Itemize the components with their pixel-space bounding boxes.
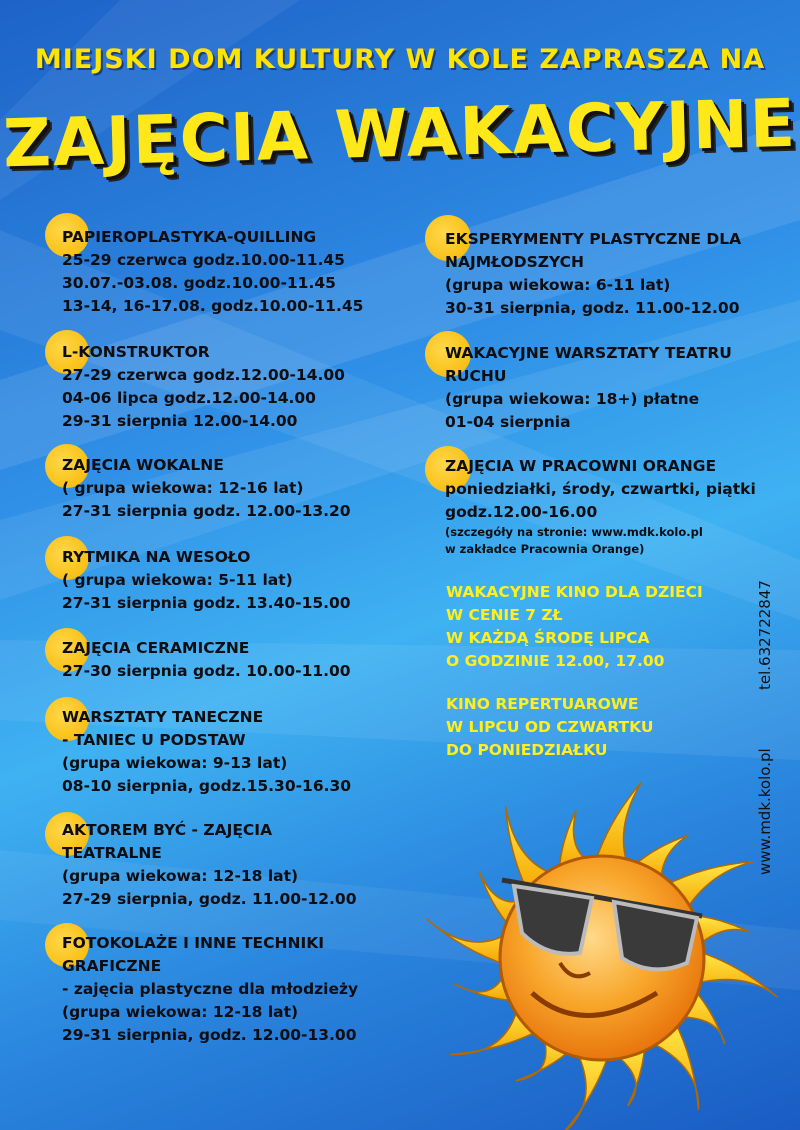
kids-cinema-info <box>446 581 703 673</box>
repertoire-cinema-info <box>446 693 653 762</box>
activity-ceramics <box>45 628 351 680</box>
sun-illustration <box>402 768 800 1130</box>
activity-line: - zajęcia plastyczne dla młodzieży <box>62 980 359 998</box>
activity-title: GRAFICZNE <box>62 957 162 975</box>
activity-title: ZAJĘCIA WOKALNE <box>62 456 224 474</box>
activity-title: ZAJĘCIA CERAMICZNE <box>62 639 250 657</box>
activity-title: RYTMIKA NA WESOŁO <box>62 548 251 566</box>
cinema-line: W KAŻDĄ ŚRODĘ LIPCA <box>446 629 650 647</box>
activity-line: godz.12.00-16.00 <box>445 503 598 521</box>
activity-title: TEATRALNE <box>62 844 162 862</box>
activity-title: PAPIEROPLASTYKA-QUILLING <box>62 228 317 246</box>
activity-acting <box>45 812 357 908</box>
activity-photocollage <box>45 923 359 1044</box>
page-subtitle: MIEJSKI DOM KULTURY W KOLE ZAPRASZA NA <box>34 44 766 75</box>
activity-line: ( grupa wiekowa: 12-16 lat) <box>62 479 304 497</box>
activity-note: w zakładce Pracownia Orange) <box>445 542 645 556</box>
page-title: ZAJĘCIA WAKACYJNE <box>2 84 798 183</box>
activity-experiments <box>425 215 742 317</box>
sun-ray <box>563 1051 609 1130</box>
activity-line: 27-29 sierpnia, godz. 11.00-12.00 <box>62 890 357 908</box>
activity-line: ( grupa wiekowa: 5-11 lat) <box>62 571 293 589</box>
activity-title: ZAJĘCIA W PRACOWNI ORANGE <box>445 457 717 475</box>
phone-number: tel.632722847 <box>756 580 774 690</box>
activity-title: - TANIEC U PODSTAW <box>62 731 246 749</box>
activity-line: 30.07.-03.08. godz.10.00-11.45 <box>62 274 336 292</box>
activity-note: (szczegóły na stronie: www.mdk.kolo.pl <box>445 525 703 539</box>
cinema-line: KINO REPERTUAROWE <box>446 695 639 713</box>
activity-quilling <box>45 213 364 315</box>
activity-line: 27-30 sierpnia godz. 10.00-11.00 <box>62 662 351 680</box>
activity-line: (grupa wiekowa: 6-11 lat) <box>445 276 671 294</box>
activity-line: 08-10 sierpnia, godz.15.30-16.30 <box>62 777 352 795</box>
activity-line: poniedziałki, środy, czwartki, piątki <box>445 480 756 498</box>
activity-rhythm <box>45 536 351 612</box>
activity-line: 30-31 sierpnia, godz. 11.00-12.00 <box>445 299 740 317</box>
activity-line: (grupa wiekowa: 12-18 lat) <box>62 867 299 885</box>
cinema-line: DO PONIEDZIAŁKU <box>446 741 608 759</box>
activity-line: (grupa wiekowa: 9-13 lat) <box>62 754 288 772</box>
activity-title: NAJMŁODSZYCH <box>445 253 585 271</box>
activity-line: 27-31 sierpnia godz. 13.40-15.00 <box>62 594 351 612</box>
activity-title: WAKACYJNE WARSZTATY TEATRU <box>445 344 732 362</box>
activity-title: RUCHU <box>445 367 507 385</box>
activity-line: 01-04 sierpnia <box>445 413 571 431</box>
activity-line: 29-31 sierpnia, godz. 12.00-13.00 <box>62 1026 357 1044</box>
activity-line: (grupa wiekowa: 18+) płatne <box>445 390 700 408</box>
activity-title: AKTOREM BYĆ - ZAJĘCIA <box>62 821 273 839</box>
cinema-line: W LIPCU OD CZWARTKU <box>446 718 654 736</box>
activity-dance <box>45 697 352 795</box>
sun-ray <box>695 951 778 997</box>
activity-line: 27-31 sierpnia godz. 12.00-13.20 <box>62 502 351 520</box>
activity-line: 27-29 czerwca godz.12.00-14.00 <box>62 366 345 384</box>
website-link[interactable]: www.mdk.kolo.pl <box>756 748 774 875</box>
activity-vocal <box>45 444 351 520</box>
activity-orange-studio <box>425 446 756 556</box>
activity-line: 29-31 sierpnia 12.00-14.00 <box>62 412 298 430</box>
cinema-line: W CENIE 7 ZŁ <box>446 606 563 624</box>
activity-title: L-KONSTRUKTOR <box>62 343 210 361</box>
activity-title: FOTOKOLAŻE I INNE TECHNIKI <box>62 934 324 952</box>
activity-title: WARSZTATY TANECZNE <box>62 708 264 726</box>
activity-line: 04-06 lipca godz.12.00-14.00 <box>62 389 316 407</box>
activity-line: (grupa wiekowa: 12-18 lat) <box>62 1003 299 1021</box>
activity-title: EKSPERYMENTY PLASTYCZNE DLA <box>445 230 742 248</box>
cinema-line: WAKACYJNE KINO DLA DZIECI <box>446 583 703 601</box>
activity-line: 25-29 czerwca godz.10.00-11.45 <box>62 251 345 269</box>
sun-ray <box>426 919 509 965</box>
activity-line: 13-14, 16-17.08. godz.10.00-11.45 <box>62 297 364 315</box>
sun-ray <box>595 782 641 865</box>
activity-l-konstruktor <box>45 330 345 430</box>
activity-movement-theatre <box>425 331 732 431</box>
cinema-line: O GODZINIE 12.00, 17.00 <box>446 652 665 670</box>
